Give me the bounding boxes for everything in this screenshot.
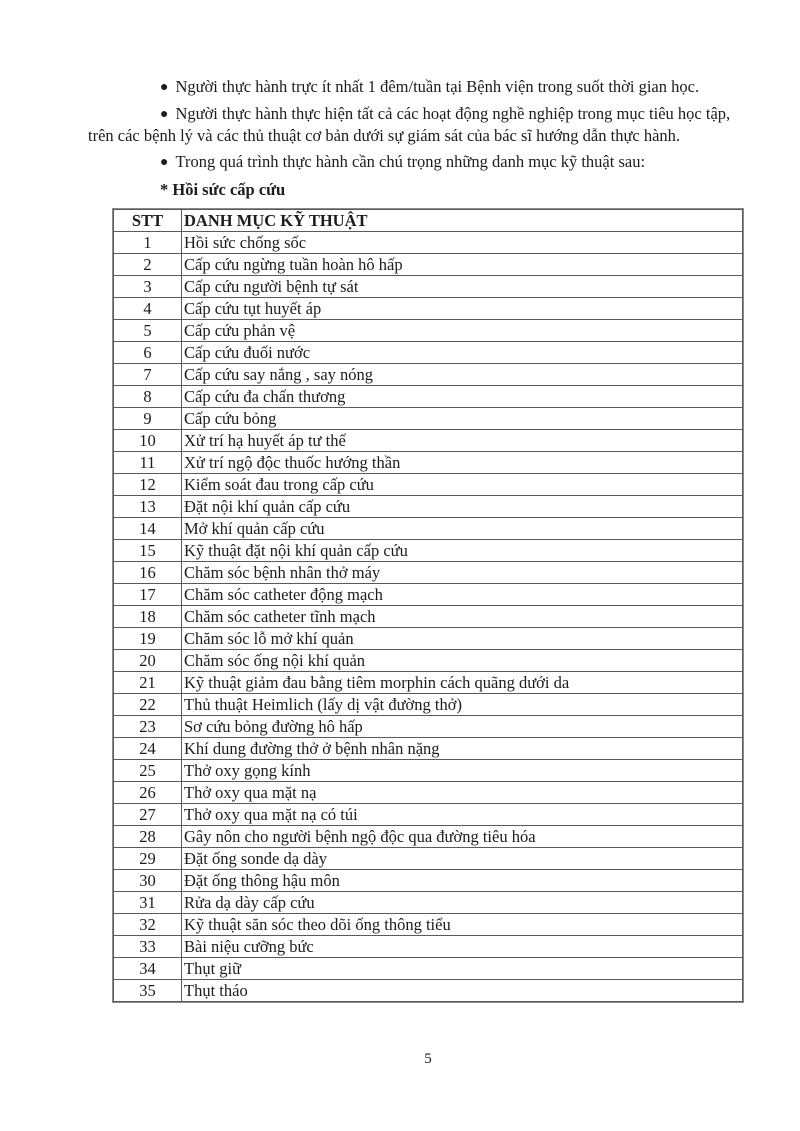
paragraph [88,103,746,147]
table-header-row [114,209,743,231]
technique-name-cell: Mở khí quản cấp cứu [182,517,743,539]
table-row [114,407,743,429]
technique-name-cell: Chăm sóc catheter động mạch [182,583,743,605]
row-number-cell: 29 [114,847,182,869]
table-row [114,759,743,781]
technique-name-cell: Khí dung đường thở ở bệnh nhân nặng [182,737,743,759]
technique-name-cell: Thụt giữ [182,957,743,979]
row-number-cell: 2 [114,253,182,275]
table-row [114,935,743,957]
table-row [114,473,743,495]
row-number-cell: 12 [114,473,182,495]
technique-name-cell: Cấp cứu tụt huyết áp [182,297,743,319]
technique-name-cell: Thở oxy qua mặt nạ [182,781,743,803]
table-row [114,341,743,363]
table-row [114,737,743,759]
table-row [114,231,743,253]
technique-name-cell: Chăm sóc lỗ mở khí quản [182,627,743,649]
table-header-stt: STT [114,209,182,231]
row-number-cell: 14 [114,517,182,539]
table-row [114,297,743,319]
technique-name-cell: Thụt tháo [182,979,743,1001]
table-row [114,693,743,715]
table-row [114,561,743,583]
table-row [114,319,743,341]
table-row [114,715,743,737]
table-row [114,583,743,605]
row-number-cell: 16 [114,561,182,583]
row-number-cell: 18 [114,605,182,627]
technique-name-cell: Đặt nội khí quản cấp cứu [182,495,743,517]
technique-name-cell: Sơ cứu bỏng đường hô hấp [182,715,743,737]
row-number-cell: 31 [114,891,182,913]
row-number-cell: 10 [114,429,182,451]
table-row [114,275,743,297]
table-row [114,363,743,385]
row-number-cell: 17 [114,583,182,605]
technique-name-cell: Cấp cứu đuối nước [182,341,743,363]
row-number-cell: 21 [114,671,182,693]
row-number-cell: 15 [114,539,182,561]
table-row [114,891,743,913]
row-number-cell: 4 [114,297,182,319]
row-number-cell: 28 [114,825,182,847]
table-row [114,957,743,979]
technique-name-cell: Xử trí ngộ độc thuốc hướng thần [182,451,743,473]
technique-name-cell: Thở oxy qua mặt nạ có túi [182,803,743,825]
row-number-cell: 13 [114,495,182,517]
row-number-cell: 8 [114,385,182,407]
paragraph [88,151,746,174]
row-number-cell: 34 [114,957,182,979]
technique-name-cell: Cấp cứu bỏng [182,407,743,429]
row-number-cell: 33 [114,935,182,957]
paragraph-text: Người thực hành thực hiện tất cả các hoạt động nghề nghiệp trong mục tiêu học tập, trên các bệnh lý và các thủ thuật cơ bản dưới sự giám sát của bác sĩ hướng dẫn thực hành. [88,103,731,145]
technique-name-cell: Kỹ thuật săn sóc theo dõi ống thông tiểu [182,913,743,935]
row-number-cell: 27 [114,803,182,825]
table-row [114,627,743,649]
document-content [88,76,746,1002]
technique-name-cell: Cấp cứu phản vệ [182,319,743,341]
row-number-cell: 30 [114,869,182,891]
technique-name-cell: Đặt ống thông hậu môn [182,869,743,891]
technique-table-body [114,231,743,1001]
technique-name-cell: Rửa dạ dày cấp cứu [182,891,743,913]
technique-name-cell: Thở oxy gọng kính [182,759,743,781]
row-number-cell: 3 [114,275,182,297]
table-row [114,429,743,451]
technique-name-cell: Xử trí hạ huyết áp tư thế [182,429,743,451]
row-number-cell: 6 [114,341,182,363]
table-row [114,649,743,671]
table-row [114,385,743,407]
table-row [114,979,743,1001]
table-row [114,517,743,539]
table-row [114,605,743,627]
row-number-cell: 20 [114,649,182,671]
table-row [114,913,743,935]
table-row [114,825,743,847]
technique-name-cell: Kỹ thuật giảm đau bằng tiêm morphin cách quãng dưới da [182,671,743,693]
technique-name-cell: Cấp cứu ngừng tuần hoàn hô hấp [182,253,743,275]
row-number-cell: 9 [114,407,182,429]
paragraph-text: Trong quá trình thực hành cần chú trọng những danh mục kỹ thuật sau: [175,151,646,171]
table-row [114,869,743,891]
technique-name-cell: Cấp cứu đa chấn thương [182,385,743,407]
row-number-cell: 7 [114,363,182,385]
technique-name-cell: Thủ thuật Heimlich (lấy dị vật đường thở) [182,693,743,715]
row-number-cell: 5 [114,319,182,341]
technique-table [113,209,743,1002]
table-row [114,803,743,825]
technique-name-cell: Kỹ thuật đặt nội khí quản cấp cứu [182,539,743,561]
technique-name-cell: Cấp cứu người bệnh tự sát [182,275,743,297]
section-heading: * Hồi sức cấp cứu [160,180,286,199]
technique-name-cell: Gây nôn cho người bệnh ngộ độc qua đường tiêu hóa [182,825,743,847]
technique-name-cell: Hồi sức chống sốc [182,231,743,253]
technique-name-cell: Bài niệu cưỡng bức [182,935,743,957]
technique-name-cell: Chăm sóc catheter tĩnh mạch [182,605,743,627]
row-number-cell: 19 [114,627,182,649]
row-number-cell: 35 [114,979,182,1001]
table-row [114,671,743,693]
row-number-cell: 32 [114,913,182,935]
table-header-name: DANH MỤC KỸ THUẬT [182,209,743,231]
table-row [114,539,743,561]
bullet-icon: ● [160,154,169,170]
technique-name-cell: Đặt ống sonde dạ dày [182,847,743,869]
table-row [114,781,743,803]
row-number-cell: 26 [114,781,182,803]
row-number-cell: 23 [114,715,182,737]
row-number-cell: 1 [114,231,182,253]
page-number: 5 [424,1051,432,1067]
technique-name-cell: Chăm sóc bệnh nhân thở máy [182,561,743,583]
paragraph [88,76,746,99]
bullet-icon: ● [160,80,169,95]
table-row [114,495,743,517]
bullet-icon: ● [160,106,169,122]
row-number-cell: 11 [114,451,182,473]
row-number-cell: 24 [114,737,182,759]
technique-name-cell: Kiểm soát đau trong cấp cứu [182,473,743,495]
table-row [114,847,743,869]
paragraph-text: Người thực hành trực ít nhất 1 đêm/tuần tại Bệnh viện trong suốt thời gian học. [175,77,700,96]
row-number-cell: 22 [114,693,182,715]
table-row [114,253,743,275]
table-row [114,451,743,473]
row-number-cell: 25 [114,759,182,781]
technique-name-cell: Cấp cứu say nắng , say nóng [182,363,743,385]
technique-name-cell: Chăm sóc ống nội khí quản [182,649,743,671]
